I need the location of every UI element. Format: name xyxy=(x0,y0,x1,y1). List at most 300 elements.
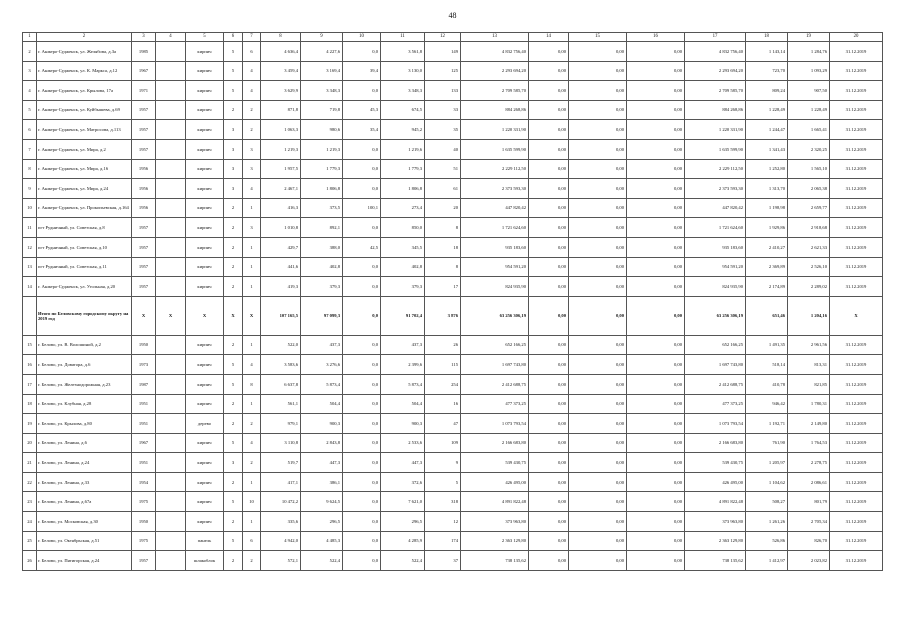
column-number-row xyxy=(23,33,883,42)
value-cell: 2 xyxy=(243,453,261,473)
value-cell: 2 xyxy=(243,100,261,120)
value-cell: 45,3 xyxy=(343,100,381,120)
column-number-header: 4 xyxy=(156,33,186,42)
value-cell: 0,0 xyxy=(343,335,381,355)
value-cell: 0,00 xyxy=(529,179,569,199)
value-cell: 0,00 xyxy=(529,81,569,101)
row-number-cell: 2 xyxy=(23,42,37,62)
value-cell xyxy=(156,335,186,355)
value-cell: 2 xyxy=(224,218,243,238)
value-cell: 1973 xyxy=(132,355,156,375)
value-cell: 935 183,60 xyxy=(685,237,746,257)
deadline-cell: 31.12.2019 xyxy=(830,472,883,492)
value-cell: 18 xyxy=(425,237,461,257)
value-cell: 0,00 xyxy=(529,237,569,257)
value-cell: кирпич xyxy=(186,61,224,81)
deadline-cell: 31.12.2019 xyxy=(830,453,883,473)
value-cell: 1951 xyxy=(132,394,156,414)
value-cell: 0,00 xyxy=(627,492,685,512)
value-cell: 0,00 xyxy=(569,81,627,101)
table-row xyxy=(23,139,883,159)
value-cell: кирпич xyxy=(186,512,224,532)
value-cell: кирпич xyxy=(186,472,224,492)
value-cell xyxy=(156,394,186,414)
address-cell: г. Анжеро-Судженск, ул. Мира, д.2 xyxy=(37,139,132,159)
value-cell xyxy=(156,531,186,551)
value-cell: 723,70 xyxy=(746,61,788,81)
value-cell: 0,00 xyxy=(569,139,627,159)
value-cell: 373 963,80 xyxy=(685,512,746,532)
value-cell: 2 843,8 xyxy=(301,433,343,453)
value-cell: кирпич xyxy=(186,453,224,473)
value-cell: 0,00 xyxy=(529,61,569,81)
deadline-cell: 31.12.2019 xyxy=(830,237,883,257)
value-cell: 0,0 xyxy=(343,512,381,532)
address-cell: г. Анжеро-Судженск, ул. Матросова, д.113 xyxy=(37,120,132,140)
value-cell: 1950 xyxy=(132,512,156,532)
value-cell xyxy=(156,81,186,101)
value-cell: 9 xyxy=(425,453,461,473)
value-cell: 0,00 xyxy=(627,120,685,140)
housing-data-table xyxy=(22,32,883,571)
value-cell: 0,00 xyxy=(627,61,685,81)
value-cell: кирпич xyxy=(186,139,224,159)
value-cell: 3 876 xyxy=(425,296,461,335)
value-cell: 1 073 793,54 xyxy=(685,414,746,434)
value-cell: 1 412,97 xyxy=(746,551,788,571)
address-cell: г. Белово, ул. Октябрьская, д.51 xyxy=(37,531,132,551)
value-cell: кирпич xyxy=(186,218,224,238)
value-cell xyxy=(156,159,186,179)
value-cell: 2 412 688,75 xyxy=(461,374,529,394)
value-cell: 8 xyxy=(425,257,461,277)
value-cell: 0,00 xyxy=(627,198,685,218)
value-cell: 652 166,25 xyxy=(461,335,529,355)
row-number-cell: 20 xyxy=(23,433,37,453)
value-cell: 1967 xyxy=(132,61,156,81)
column-number-header: 19 xyxy=(788,33,830,42)
value-cell xyxy=(156,42,186,62)
value-cell: 2 xyxy=(224,472,243,492)
value-cell: 1 957,5 xyxy=(261,159,301,179)
value-cell xyxy=(156,433,186,453)
value-cell: 6 xyxy=(243,42,261,62)
value-cell: 426 495,00 xyxy=(461,472,529,492)
value-cell: 1975 xyxy=(132,531,156,551)
value-cell: 379,3 xyxy=(301,277,343,297)
value-cell: 519,7 xyxy=(261,453,301,473)
value-cell: 1 228,49 xyxy=(746,100,788,120)
value-cell: 33 xyxy=(425,100,461,120)
value-cell: X xyxy=(243,296,261,335)
value-cell: 935 183,60 xyxy=(461,237,529,257)
value-cell: 0,00 xyxy=(529,335,569,355)
value-cell: 809,24 xyxy=(746,81,788,101)
value-cell: 539 430,75 xyxy=(461,453,529,473)
address-cell: г. Белово, ул. Доватора, д.6 xyxy=(37,355,132,375)
value-cell: 4 942,0 xyxy=(261,531,301,551)
value-cell: 0,00 xyxy=(529,512,569,532)
value-cell: 5 xyxy=(425,472,461,492)
value-cell: 373,5 xyxy=(301,198,343,218)
value-cell: 429,7 xyxy=(261,237,301,257)
value-cell: 1951 xyxy=(132,453,156,473)
deadline-cell: 31.12.2019 xyxy=(830,335,883,355)
value-cell: 1 xyxy=(243,198,261,218)
value-cell: кирпич xyxy=(186,433,224,453)
address-cell: Итого по Беловскому городскому округу на 2019 год xyxy=(37,296,132,335)
value-cell: 674,5 xyxy=(381,100,425,120)
value-cell: 0,0 xyxy=(343,218,381,238)
value-cell: 1 104,62 xyxy=(746,472,788,492)
value-cell: 761,90 xyxy=(746,433,788,453)
address-cell: г. Белово, ул. Железнодорожная, д.23 xyxy=(37,374,132,394)
value-cell: 1 xyxy=(243,512,261,532)
value-cell: 0,00 xyxy=(569,433,627,453)
value-cell: 824 935,90 xyxy=(685,277,746,297)
value-cell: 26 xyxy=(425,335,461,355)
deadline-cell: X xyxy=(830,296,883,335)
value-cell: кирпич xyxy=(186,277,224,297)
value-cell: 1 929,86 xyxy=(746,218,788,238)
value-cell: 0,00 xyxy=(569,512,627,532)
value-cell: 0,00 xyxy=(569,100,627,120)
value-cell: 0,00 xyxy=(569,551,627,571)
value-cell: 426 495,00 xyxy=(685,472,746,492)
value-cell: 0,00 xyxy=(529,277,569,297)
table-row xyxy=(23,335,883,355)
address-cell: пгт Рудничный, ул. Советская, д.8 xyxy=(37,218,132,238)
value-cell: 254 xyxy=(425,374,461,394)
row-number-cell: 4 xyxy=(23,81,37,101)
value-cell: 37 xyxy=(425,551,461,571)
value-cell: кирпич xyxy=(186,257,224,277)
value-cell: 1950 xyxy=(132,335,156,355)
table-row xyxy=(23,100,883,120)
value-cell xyxy=(156,355,186,375)
value-cell: 0,00 xyxy=(529,472,569,492)
value-cell: 0,0 xyxy=(343,81,381,101)
value-cell: 2 023,82 xyxy=(788,551,830,571)
value-cell: 0,00 xyxy=(627,374,685,394)
deadline-cell: 31.12.2019 xyxy=(830,492,883,512)
value-cell: 900,3 xyxy=(301,414,343,434)
value-cell: 2 373 593,30 xyxy=(461,179,529,199)
value-cell: 900,3 xyxy=(381,414,425,434)
value-cell: 2 373 593,30 xyxy=(685,179,746,199)
value-cell: дерево xyxy=(186,414,224,434)
address-cell: г. Белово, ул. Ленина, д.33 xyxy=(37,472,132,492)
deadline-cell: 31.12.2019 xyxy=(830,257,883,277)
value-cell: 0,00 xyxy=(569,374,627,394)
value-cell: 6 xyxy=(243,531,261,551)
value-cell: 2 533,6 xyxy=(381,433,425,453)
value-cell: 504,4 xyxy=(381,394,425,414)
value-cell: 0,00 xyxy=(627,159,685,179)
column-number-header: 14 xyxy=(529,33,569,42)
value-cell: 3 276,6 xyxy=(301,355,343,375)
value-cell: 0,00 xyxy=(529,355,569,375)
value-cell: 2 xyxy=(224,257,243,277)
value-cell: 0,0 xyxy=(343,433,381,453)
value-cell: 1987 xyxy=(132,374,156,394)
table-row xyxy=(23,237,883,257)
value-cell: 417,1 xyxy=(261,472,301,492)
value-cell: 1 xyxy=(243,277,261,297)
column-number-header: 12 xyxy=(425,33,461,42)
value-cell: 2 xyxy=(243,551,261,571)
value-cell: 1 205,97 xyxy=(746,453,788,473)
value-cell: 1 010,8 xyxy=(261,218,301,238)
value-cell: 1 261,26 xyxy=(746,512,788,532)
value-cell: 2 xyxy=(243,414,261,434)
value-cell: 2 709 585,70 xyxy=(685,81,746,101)
table-row xyxy=(23,120,883,140)
value-cell: 0,00 xyxy=(627,355,685,375)
deadline-cell: 31.12.2019 xyxy=(830,120,883,140)
value-cell: 3 348,3 xyxy=(381,81,425,101)
address-cell: пгт Рудничный, ул. Советская, д.10 xyxy=(37,237,132,257)
value-cell: 2 369,89 xyxy=(746,257,788,277)
value-cell: 296,5 xyxy=(301,512,343,532)
value-cell: 946,42 xyxy=(746,394,788,414)
value-cell: 652 166,25 xyxy=(685,335,746,355)
value-cell: 447 820,42 xyxy=(461,198,529,218)
value-cell: 0,00 xyxy=(529,394,569,414)
column-number-header: 7 xyxy=(243,33,261,42)
value-cell: 2 xyxy=(224,277,243,297)
value-cell: 1967 xyxy=(132,433,156,453)
value-cell: 2 229 112,50 xyxy=(461,159,529,179)
value-cell xyxy=(156,198,186,218)
value-cell: кирпич xyxy=(186,100,224,120)
value-cell: 2 229 112,50 xyxy=(685,159,746,179)
table-row xyxy=(23,453,883,473)
value-cell: 522,4 xyxy=(381,551,425,571)
address-cell: г. Анжеро-Судженск, ул. К. Маркса, д.12 xyxy=(37,61,132,81)
value-cell: 522,4 xyxy=(301,551,343,571)
value-cell: 561,1 xyxy=(261,394,301,414)
value-cell: 4 636,4 xyxy=(261,42,301,62)
value-cell: 1 220 331,90 xyxy=(461,120,529,140)
value-cell: 1 228,49 xyxy=(788,100,830,120)
deadline-cell: 31.12.2019 xyxy=(830,394,883,414)
table-row xyxy=(23,433,883,453)
row-number-cell: 7 xyxy=(23,139,37,159)
value-cell: 5 xyxy=(224,492,243,512)
value-cell: 0,00 xyxy=(529,42,569,62)
value-cell: 4 xyxy=(243,81,261,101)
value-cell: 1 198,98 xyxy=(746,198,788,218)
value-cell: 0,00 xyxy=(529,296,569,335)
value-cell: 2 961,56 xyxy=(788,335,830,355)
value-cell: кирпич xyxy=(186,355,224,375)
value-cell: 1 xyxy=(243,394,261,414)
value-cell: 447 820,42 xyxy=(685,198,746,218)
value-cell: 522,0 xyxy=(261,335,301,355)
value-cell: 1 219,3 xyxy=(261,139,301,159)
value-cell: 738 135,62 xyxy=(461,551,529,571)
value-cell: 0,00 xyxy=(627,394,685,414)
row-number-cell: 15 xyxy=(23,335,37,355)
value-cell: 437,3 xyxy=(381,335,425,355)
table-row xyxy=(23,472,883,492)
value-cell: 4 xyxy=(243,355,261,375)
value-cell: 35 xyxy=(425,120,461,140)
address-cell: г. Белово, ул. Ленина, д.24 xyxy=(37,453,132,473)
value-cell: 0,00 xyxy=(569,472,627,492)
value-cell xyxy=(156,237,186,257)
value-cell: 0,00 xyxy=(529,198,569,218)
value-cell: 3 xyxy=(243,139,261,159)
value-cell: 907,50 xyxy=(788,81,830,101)
value-cell: X xyxy=(224,296,243,335)
value-cell: 871,8 xyxy=(261,100,301,120)
column-number-header: 15 xyxy=(569,33,627,42)
value-cell: 42,5 xyxy=(343,237,381,257)
deadline-cell: 31.12.2019 xyxy=(830,139,883,159)
column-number-header: 8 xyxy=(261,33,301,42)
value-cell xyxy=(156,277,186,297)
value-cell: 801,79 xyxy=(788,492,830,512)
value-cell: 3 xyxy=(243,218,261,238)
row-number-cell: 21 xyxy=(23,453,37,473)
deadline-cell: 31.12.2019 xyxy=(830,551,883,571)
total-row xyxy=(23,296,883,335)
value-cell: 1956 xyxy=(132,179,156,199)
value-cell: 1971 xyxy=(132,81,156,101)
value-cell: 0,0 xyxy=(343,296,381,335)
value-cell: 1 093,29 xyxy=(788,61,830,81)
value-cell xyxy=(156,414,186,434)
value-cell: 4 832 756,40 xyxy=(685,42,746,62)
value-cell: 419,3 xyxy=(261,277,301,297)
value-cell: 0,00 xyxy=(569,257,627,277)
value-cell: 2 xyxy=(224,394,243,414)
value-cell: 0,00 xyxy=(569,296,627,335)
address-cell: г. Белово, ул. Клубная, д.28 xyxy=(37,394,132,414)
value-cell: 1 635 599,90 xyxy=(461,139,529,159)
deadline-cell: 31.12.2019 xyxy=(830,42,883,62)
value-cell: 447,3 xyxy=(301,453,343,473)
table-body xyxy=(23,33,883,571)
value-cell: 379,3 xyxy=(381,277,425,297)
table-row xyxy=(23,81,883,101)
value-cell: 1956 xyxy=(132,159,156,179)
value-cell: 133 xyxy=(425,81,461,101)
column-number-header: 6 xyxy=(224,33,243,42)
address-cell: г. Белово, ул. Крылова, д.80 xyxy=(37,414,132,434)
value-cell: 2 166 683,80 xyxy=(461,433,529,453)
deadline-cell: 31.12.2019 xyxy=(830,179,883,199)
value-cell: кирпич xyxy=(186,179,224,199)
table-row xyxy=(23,531,883,551)
row-number-cell: 25 xyxy=(23,531,37,551)
value-cell: 477 373,25 xyxy=(685,394,746,414)
value-cell: 0,00 xyxy=(569,414,627,434)
table-row xyxy=(23,179,883,199)
value-cell: 1957 xyxy=(132,218,156,238)
value-cell: кирпич xyxy=(186,198,224,218)
value-cell: 1 635 599,90 xyxy=(685,139,746,159)
value-cell: 5 873,4 xyxy=(381,374,425,394)
value-cell: 2 705,34 xyxy=(788,512,830,532)
address-cell: г. Белово, ул. В. Волошиной, д.2 xyxy=(37,335,132,355)
row-number-cell: 14 xyxy=(23,277,37,297)
value-cell xyxy=(156,120,186,140)
value-cell: 2 363 129,80 xyxy=(461,531,529,551)
value-cell: 2 412 688,75 xyxy=(685,374,746,394)
value-cell: 63 256 306,19 xyxy=(461,296,529,335)
value-cell: 0,00 xyxy=(627,433,685,453)
table-row xyxy=(23,198,883,218)
value-cell: 0,00 xyxy=(569,218,627,238)
address-cell: г. Белово, ул. Московская, д.30 xyxy=(37,512,132,532)
value-cell: 1 806,8 xyxy=(381,179,425,199)
column-number-header: 11 xyxy=(381,33,425,42)
value-cell: 1 219,3 xyxy=(301,139,343,159)
value-cell: 0,0 xyxy=(343,551,381,571)
column-number-header: 20 xyxy=(830,33,883,42)
value-cell: 0,0 xyxy=(343,179,381,199)
value-cell: 0,00 xyxy=(627,257,685,277)
value-cell: 1 xyxy=(243,237,261,257)
value-cell: 318 xyxy=(425,492,461,512)
value-cell: 1957 xyxy=(132,257,156,277)
value-cell: кирпич xyxy=(186,394,224,414)
value-cell: 0,00 xyxy=(569,335,627,355)
value-cell: 2 363 129,80 xyxy=(685,531,746,551)
value-cell: 0,00 xyxy=(529,374,569,394)
value-cell: 0,00 xyxy=(627,100,685,120)
value-cell: 0,00 xyxy=(627,237,685,257)
value-cell: 2 659,77 xyxy=(788,198,830,218)
value-cell: 1985 xyxy=(132,42,156,62)
value-cell: 2 621,33 xyxy=(788,237,830,257)
value-cell: 39,4 xyxy=(343,61,381,81)
value-cell: X xyxy=(156,296,186,335)
value-cell: 884 268,86 xyxy=(685,100,746,120)
column-number-header: 5 xyxy=(186,33,224,42)
row-number-cell: 10 xyxy=(23,198,37,218)
value-cell: 3 xyxy=(224,159,243,179)
value-cell: 16 xyxy=(425,394,461,414)
value-cell: 4 xyxy=(243,179,261,199)
value-cell: 2 320,25 xyxy=(788,139,830,159)
value-cell: 388,0 xyxy=(301,237,343,257)
deadline-cell: 31.12.2019 xyxy=(830,414,883,434)
value-cell: 9 624,5 xyxy=(301,492,343,512)
value-cell: 0,00 xyxy=(529,159,569,179)
value-cell: 410,78 xyxy=(746,374,788,394)
row-number-cell: 23 xyxy=(23,492,37,512)
value-cell: 0,0 xyxy=(343,277,381,297)
value-cell: 0,00 xyxy=(529,414,569,434)
value-cell: 5 xyxy=(224,61,243,81)
value-cell xyxy=(156,492,186,512)
address-cell: г. Анжеро-Судженск, ул. Мира, д.16 xyxy=(37,159,132,179)
deadline-cell: 31.12.2019 xyxy=(830,100,883,120)
value-cell: 1 665,41 xyxy=(788,120,830,140)
value-cell: 174 xyxy=(425,531,461,551)
value-cell: 0,00 xyxy=(529,433,569,453)
value-cell: 1 143,14 xyxy=(746,42,788,62)
value-cell: 273,4 xyxy=(381,198,425,218)
value-cell: 5 xyxy=(224,81,243,101)
page-number: 48 xyxy=(448,11,457,20)
row-number-cell: 18 xyxy=(23,394,37,414)
value-cell: 3 xyxy=(224,120,243,140)
